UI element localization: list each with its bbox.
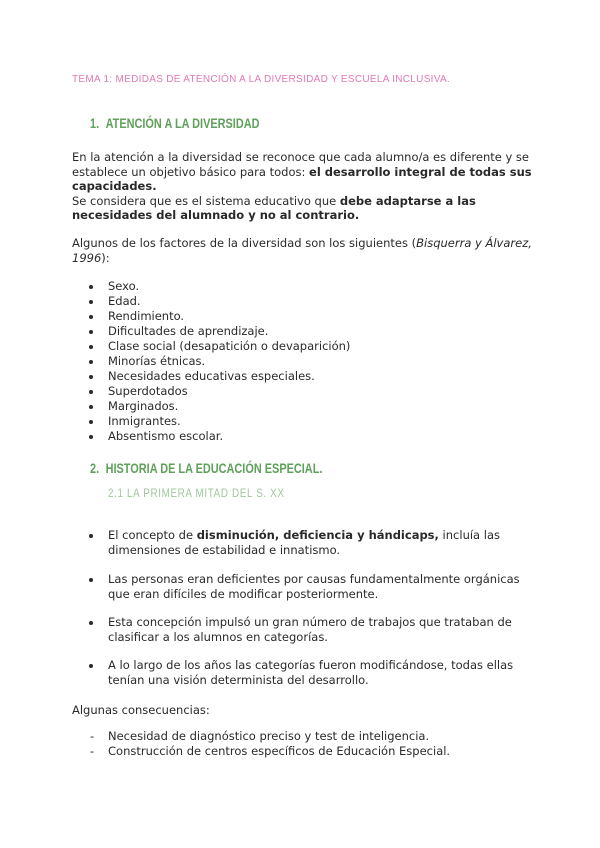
section-2-title: HISTORIA DE LA EDUCACIÓN ESPECIAL. xyxy=(105,460,323,476)
factors-intro xyxy=(72,236,532,265)
list-item: Rendimiento. xyxy=(72,309,350,324)
document-title: TEMA 1: MEDIDAS DE ATENCIÓN A LA DIVERSIDAD Y ESCUELA INCLUSIVA. xyxy=(72,74,451,85)
section-2-number: 2. xyxy=(90,460,100,476)
factors-intro-text: Algunos de los factores de la diversidad son los siguientes ( xyxy=(72,236,417,250)
intro-bold-2: debe adaptarse a las necesidades del alumnado y no al contrario. xyxy=(72,193,476,222)
list-item: - Construcción de centros específicos de Educación Especial. xyxy=(72,744,450,759)
list-item: Dificultades de aprendizaje. xyxy=(72,324,350,339)
intro-paragraph xyxy=(72,150,532,223)
point-item: Esta concepción impulsó un gran número de trabajos que trataban de clasificar a los alumnos en categorías. xyxy=(72,615,527,644)
intro-text-1: En la atención a la diversidad se reconoce que cada alumno/a es diferente y se establece un objetivo básico para todos: xyxy=(72,150,530,179)
factors-list xyxy=(72,279,350,444)
factors-intro-close: ): xyxy=(101,250,110,265)
subsection-heading: 2.1 LA PRIMERA MITAD DEL S. XX xyxy=(108,486,285,500)
point-item: Las personas eran deficientes por causas fundamentalmente orgánicas que eran difíciles de modificar posteriormente. xyxy=(72,572,527,601)
point-item: A lo largo de los años las categorías fueron modificándose, todas ellas tenían una visión determinista del desarrollo. xyxy=(72,658,527,687)
consequences-list xyxy=(72,729,450,759)
list-item: Absentismo escolar. xyxy=(72,429,350,444)
list-item: Superdotados xyxy=(72,384,350,399)
list-item: Minorías étnicas. xyxy=(72,354,350,369)
point-item xyxy=(72,528,527,557)
list-item: Inmigrantes. xyxy=(72,414,350,429)
section-1-title: ATENCIÓN A LA DIVERSIDAD xyxy=(105,115,260,131)
list-item: - Necesidad de diagnóstico preciso y test de inteligencia. xyxy=(72,729,450,744)
intro-bold-1: el desarrollo integral de todas sus capacidades. xyxy=(72,164,532,193)
list-item: Clase social (desapatición o devaparición) xyxy=(72,339,350,354)
list-item: Necesidades educativas especiales. xyxy=(72,369,350,384)
section-1-heading xyxy=(90,115,260,131)
section-1-number: 1. xyxy=(90,115,100,131)
consequences-label: Algunas consecuencias: xyxy=(72,703,210,717)
point-1-text-pre: El concepto de xyxy=(108,528,197,542)
list-item: Edad. xyxy=(72,294,350,309)
section-2-heading xyxy=(90,460,322,476)
list-item: Marginados. xyxy=(72,399,350,414)
point-1-bold: disminución, deficiencia y hándicaps, xyxy=(196,528,439,542)
intro-text-2: Se considera que es el sistema educativo que xyxy=(72,193,340,208)
point-1-text-post: incluía las dimensiones de estabilidad e innatismo. xyxy=(108,528,500,557)
citation: Bisquerra y Álvarez, 1996 xyxy=(72,236,532,265)
list-item: Sexo. xyxy=(72,279,350,294)
